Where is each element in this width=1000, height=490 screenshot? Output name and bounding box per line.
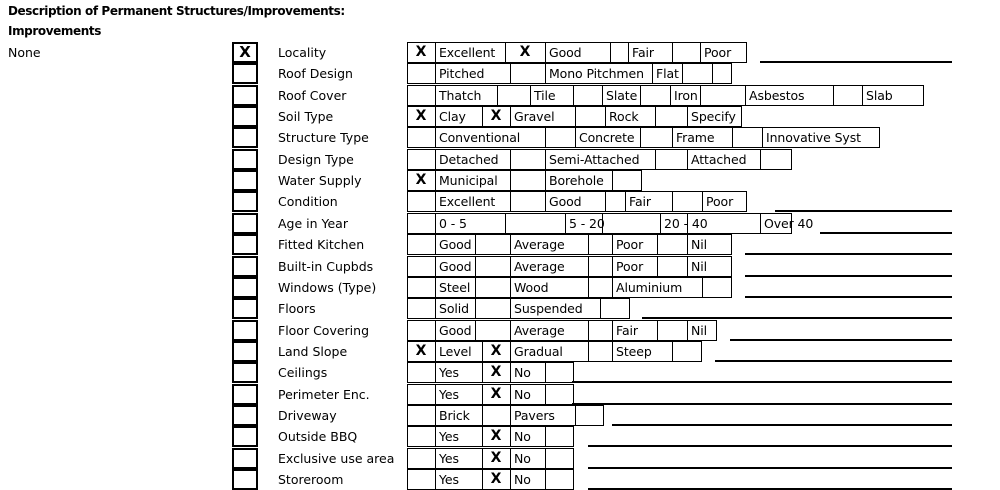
- option-label: Poor: [704, 45, 732, 60]
- row-label: Locality: [278, 45, 327, 60]
- option-checkbox[interactable]: [407, 469, 437, 490]
- checklist-row: [0, 341, 1000, 362]
- x-mark: X: [490, 449, 502, 466]
- row-label: Perimeter Enc.: [278, 386, 370, 402]
- option-checkbox[interactable]: [640, 127, 674, 148]
- option-checkbox[interactable]: [407, 448, 437, 469]
- option-label: Tile: [534, 87, 556, 103]
- row-label: Fitted Kitchen: [278, 237, 365, 253]
- option-checkbox[interactable]: [510, 170, 547, 191]
- option-checkbox[interactable]: [510, 63, 547, 84]
- option-label: Yes: [439, 386, 459, 402]
- option-label: Frame: [676, 130, 715, 146]
- row-label: Built-in Cupbds: [278, 258, 374, 274]
- row-checkbox[interactable]: [232, 469, 258, 490]
- option-checkbox[interactable]: [510, 149, 547, 170]
- option-label: Nil: [691, 258, 707, 274]
- option-checkbox[interactable]: [682, 63, 714, 84]
- x-mark: X: [490, 428, 502, 445]
- row-label: Storeroom: [278, 472, 344, 487]
- option-label: 20 - 40: [664, 215, 708, 231]
- option-label: Yes: [439, 450, 459, 466]
- option-checkbox[interactable]: [407, 256, 437, 277]
- option-checkbox[interactable]: [475, 298, 512, 319]
- x-mark: X: [490, 364, 502, 381]
- option-label: 0 - 5: [439, 215, 467, 231]
- row-label: Design Type: [278, 151, 354, 167]
- option-label: Rock: [609, 109, 639, 125]
- row-label: Driveway: [278, 407, 337, 423]
- checklist-row: [0, 277, 1000, 298]
- x-mark: X: [490, 385, 502, 402]
- row-label: Age in Year: [278, 215, 348, 231]
- row-checkbox[interactable]: [232, 170, 258, 191]
- option-label: Nil: [691, 237, 707, 253]
- option-checkbox[interactable]: [407, 63, 437, 84]
- option-label: Average: [514, 237, 565, 253]
- row-label: Structure Type: [278, 130, 369, 146]
- option-label: Municipal: [439, 173, 498, 189]
- option-checkbox[interactable]: [545, 362, 574, 383]
- option-checkbox[interactable]: [407, 85, 437, 106]
- option-checkbox[interactable]: [657, 320, 689, 341]
- option-checkbox[interactable]: [672, 191, 704, 212]
- option-label: Clay: [439, 109, 466, 125]
- row-label: Condition: [278, 194, 338, 210]
- option-checkbox[interactable]: [545, 426, 574, 447]
- option-label: Pitched: [439, 66, 485, 82]
- option-label: Good: [549, 45, 582, 60]
- row-label: Floor Covering: [278, 322, 370, 338]
- option-label: Average: [514, 322, 565, 338]
- option-label: Brick: [439, 407, 470, 423]
- option-label: Good: [549, 194, 582, 210]
- checklist-row: [0, 384, 1000, 405]
- row-checkbox[interactable]: [232, 85, 258, 106]
- option-checkbox[interactable]: [612, 170, 642, 191]
- option-checkbox[interactable]: [497, 85, 532, 106]
- row-label: Ceilings: [278, 365, 328, 381]
- row-label: Windows (Type): [278, 279, 377, 295]
- option-label: Asbestos: [749, 87, 805, 103]
- row-label: Exclusive use area: [278, 450, 395, 466]
- option-checkbox[interactable]: [407, 426, 437, 447]
- option-checkbox[interactable]: [588, 256, 614, 277]
- option-checkbox[interactable]: [407, 277, 437, 298]
- row-label: Floors: [278, 301, 316, 317]
- row-checkbox[interactable]: [232, 256, 258, 277]
- option-label: Excellent: [439, 45, 496, 60]
- checklist-row: [0, 298, 1000, 319]
- option-label: Yes: [439, 472, 459, 487]
- option-label: Pavers: [514, 407, 555, 423]
- option-checkbox[interactable]: [575, 405, 604, 426]
- option-checkbox[interactable]: [475, 277, 512, 298]
- option-label: Thatch: [439, 87, 482, 103]
- option-label: Level: [439, 343, 472, 359]
- option-label: Gradual: [514, 343, 563, 359]
- option-label: Gravel: [514, 109, 555, 125]
- option-label: Good: [439, 237, 472, 253]
- option-checkbox[interactable]: [610, 42, 630, 63]
- option-checkbox[interactable]: [655, 149, 689, 170]
- x-mark: X: [415, 44, 427, 60]
- option-checkbox[interactable]: [573, 85, 604, 106]
- x-mark: X: [415, 108, 427, 125]
- option-label: Slate: [606, 87, 638, 103]
- option-label: Poor: [706, 194, 734, 210]
- checklist-row: [0, 127, 1000, 148]
- option-checkbox[interactable]: [407, 191, 437, 212]
- option-checkbox[interactable]: [600, 298, 630, 319]
- option-checkbox[interactable]: [475, 320, 512, 341]
- option-label: Iron: [674, 87, 698, 103]
- option-label: Poor: [616, 237, 644, 253]
- option-label: 5 - 20: [569, 215, 605, 231]
- option-label: Nil: [691, 322, 707, 338]
- checklist-row: [0, 149, 1000, 170]
- row-label: Water Supply: [278, 173, 362, 189]
- option-checkbox[interactable]: [407, 320, 437, 341]
- option-label: Slab: [866, 87, 893, 103]
- option-label: Good: [439, 258, 472, 274]
- option-checkbox[interactable]: [602, 213, 662, 234]
- checklist-row: [0, 320, 1000, 341]
- row-checkbox[interactable]: X: [232, 42, 258, 63]
- row-checkbox[interactable]: [232, 234, 258, 255]
- option-checkbox[interactable]: [672, 42, 702, 63]
- option-label: Concrete: [579, 130, 635, 146]
- option-checkbox[interactable]: [510, 191, 547, 212]
- checklist-row: [0, 85, 1000, 106]
- option-checkbox[interactable]: [833, 85, 864, 106]
- row-checkbox[interactable]: [232, 213, 258, 234]
- checklist-row: [0, 426, 1000, 447]
- option-checkbox[interactable]: [407, 234, 437, 255]
- option-checkbox[interactable]: [588, 320, 614, 341]
- option-checkbox[interactable]: [407, 362, 437, 383]
- row-checkbox[interactable]: [232, 149, 258, 170]
- row-checkbox[interactable]: [232, 362, 258, 383]
- option-label: Excellent: [439, 194, 496, 210]
- option-label: Fair: [616, 322, 638, 338]
- option-label: Over 40: [764, 215, 814, 231]
- row-label: Roof Design: [278, 66, 353, 82]
- option-label: Aluminium: [616, 279, 683, 295]
- option-checkbox[interactable]: [700, 85, 747, 106]
- option-label: Flat: [656, 66, 679, 82]
- option-checkbox[interactable]: [407, 405, 437, 426]
- option-checkbox[interactable]: [588, 277, 614, 298]
- option-label: Attached: [691, 151, 747, 167]
- option-label: Steel: [439, 279, 471, 295]
- option-checkbox[interactable]: [545, 469, 574, 490]
- option-label: Detached: [439, 151, 499, 167]
- checklist-row: [0, 191, 1000, 212]
- x-mark: X: [415, 342, 427, 359]
- option-checkbox[interactable]: [575, 106, 607, 127]
- row-checkbox[interactable]: [232, 341, 258, 362]
- option-label: No: [514, 450, 531, 466]
- option-checkbox[interactable]: [702, 277, 732, 298]
- row-label: Roof Cover: [278, 87, 347, 103]
- section-title: Description of Permanent Structures/Improvements:: [8, 4, 345, 18]
- option-checkbox[interactable]: [407, 149, 437, 170]
- checklist-row: [0, 256, 1000, 277]
- option-checkbox[interactable]: [657, 234, 689, 255]
- x-mark: X: [490, 108, 502, 125]
- row-label: Soil Type: [278, 109, 334, 125]
- option-label: No: [514, 429, 531, 445]
- row-checkbox[interactable]: [232, 191, 258, 212]
- row-checkbox[interactable]: [232, 106, 258, 127]
- checklist-row: [0, 234, 1000, 255]
- option-label: Conventional: [439, 130, 521, 146]
- checklist-row: [0, 63, 1000, 84]
- option-checkbox[interactable]: [545, 448, 574, 469]
- option-label: Fair: [632, 45, 654, 60]
- x-mark: X: [415, 172, 427, 189]
- option-label: No: [514, 472, 531, 487]
- option-label: Good: [439, 322, 472, 338]
- checklist-row: [0, 469, 1000, 490]
- row-checkbox[interactable]: [232, 298, 258, 319]
- option-checkbox[interactable]: [672, 341, 702, 362]
- option-checkbox[interactable]: [505, 213, 567, 234]
- improvements-value: None: [8, 45, 41, 60]
- checklist-row: [0, 405, 1000, 426]
- option-label: Solid: [439, 301, 469, 317]
- row-label: Land Slope: [278, 343, 348, 359]
- option-checkbox[interactable]: [657, 256, 689, 277]
- option-checkbox[interactable]: [760, 149, 792, 170]
- option-label: Semi-Attached: [549, 151, 640, 167]
- option-checkbox[interactable]: [407, 213, 437, 234]
- row-checkbox[interactable]: [232, 127, 258, 148]
- option-label: Mono Pitchmen: [549, 66, 644, 82]
- option-label: No: [514, 365, 531, 381]
- option-checkbox[interactable]: [605, 191, 627, 212]
- x-mark: X: [490, 471, 502, 487]
- checklist-row: [0, 362, 1000, 383]
- row-checkbox[interactable]: [232, 405, 258, 426]
- checklist-row: [0, 106, 1000, 127]
- checklist-row: [0, 448, 1000, 469]
- option-label: Steep: [616, 343, 652, 359]
- option-label: Poor: [616, 258, 644, 274]
- row-checkbox[interactable]: [232, 448, 258, 469]
- option-checkbox[interactable]: [482, 405, 512, 426]
- checklist-row: [0, 42, 1000, 63]
- option-checkbox[interactable]: [475, 234, 512, 255]
- option-label: No: [514, 386, 531, 402]
- option-checkbox[interactable]: [588, 341, 614, 362]
- option-label: Wood: [514, 279, 549, 295]
- row-checkbox[interactable]: [232, 384, 258, 405]
- option-checkbox[interactable]: [640, 85, 672, 106]
- option-checkbox[interactable]: [407, 384, 437, 405]
- checklist-row: [0, 213, 1000, 234]
- option-checkbox[interactable]: [732, 127, 764, 148]
- row-checkbox[interactable]: [232, 277, 258, 298]
- row-checkbox[interactable]: [232, 320, 258, 341]
- option-label: Specify: [691, 109, 736, 125]
- option-checkbox[interactable]: [545, 384, 574, 405]
- subsection-title: Improvements: [8, 24, 101, 38]
- option-checkbox[interactable]: [407, 127, 437, 148]
- option-checkbox[interactable]: [475, 256, 512, 277]
- option-label: Borehole: [549, 173, 604, 189]
- row-checkbox[interactable]: [232, 426, 258, 447]
- option-label: Innovative Syst: [766, 130, 861, 146]
- x-mark: X: [490, 342, 502, 359]
- option-label: Fair: [629, 194, 651, 210]
- option-checkbox[interactable]: [407, 298, 437, 319]
- option-checkbox[interactable]: [655, 106, 689, 127]
- option-label: Average: [514, 258, 565, 274]
- row-checkbox[interactable]: [232, 63, 258, 84]
- option-label: Yes: [439, 365, 459, 381]
- row-label: Outside BBQ: [278, 429, 358, 445]
- option-checkbox[interactable]: [545, 127, 577, 148]
- checklist-row: [0, 170, 1000, 191]
- option-checkbox[interactable]: [712, 63, 732, 84]
- option-checkbox[interactable]: [588, 234, 614, 255]
- option-label: Suspended: [514, 301, 583, 317]
- x-mark: X: [519, 44, 531, 60]
- option-label: Yes: [439, 429, 459, 445]
